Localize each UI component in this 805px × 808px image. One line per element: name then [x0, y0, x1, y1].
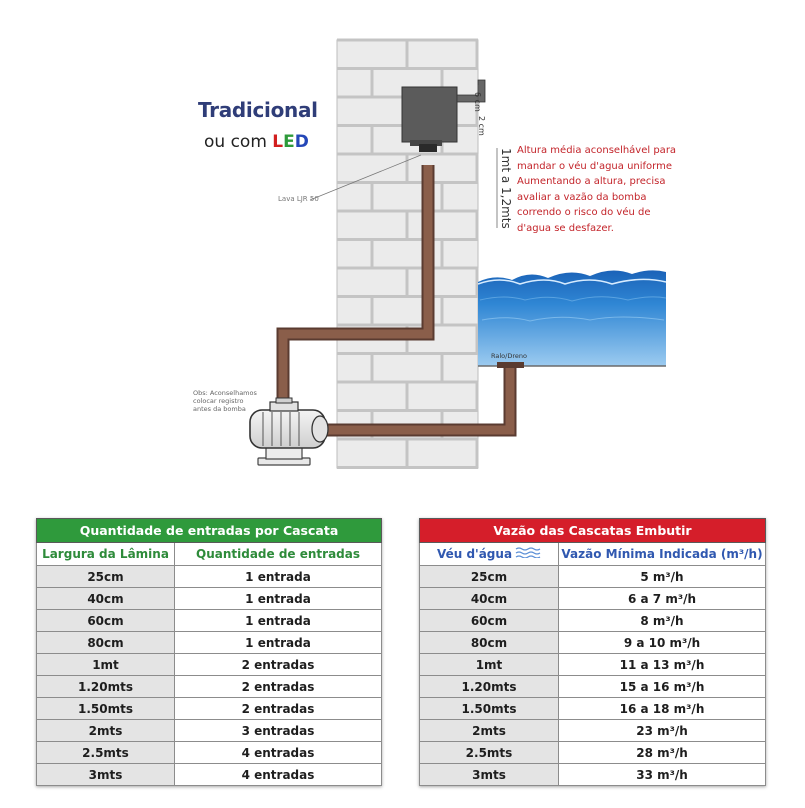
table-cell-value: 5 m³/h	[559, 566, 766, 588]
table-row	[420, 654, 766, 676]
cascade-flow-table	[419, 518, 766, 786]
diagram-title: Tradicional	[198, 98, 318, 122]
table-cell-size: 1.20mts	[37, 676, 175, 698]
table-cell-size: 1.50mts	[420, 698, 559, 720]
table-title: Quantidade de entradas por Cascata	[37, 519, 382, 543]
water-wave-icon	[515, 547, 541, 561]
table-cell-size: 80cm	[37, 632, 175, 654]
table-cell-value: 15 a 16 m³/h	[559, 676, 766, 698]
height-advice-note: Altura média aconselhável para mandar o véu d'agua uniforme Aumentando a altura, precisa avaliar a vazão da bomba correndo o risco do véu de d'agua se desfazer.	[517, 145, 677, 234]
table-cell-size: 25cm	[37, 566, 175, 588]
table-cell-size: 60cm	[37, 610, 175, 632]
column-header-veil-label: Véu d'água	[436, 546, 513, 561]
table-row	[420, 566, 766, 588]
table-row	[37, 698, 382, 720]
table-cell-size: 1.50mts	[37, 698, 175, 720]
obs-note: Obs: Aconselhamos colocar registro antes da bomba	[193, 389, 257, 413]
table-row	[37, 720, 382, 742]
table-row	[37, 632, 382, 654]
dimension-6cm: 6 cm	[473, 92, 482, 112]
column-header-entries: Quantidade de entradas	[175, 543, 382, 566]
table-cell-value: 2 entradas	[175, 698, 382, 720]
column-header-veil	[420, 543, 559, 566]
table-row	[420, 588, 766, 610]
table-row	[420, 720, 766, 742]
table-cell-size: 60cm	[420, 610, 559, 632]
height-range-label: 1mt a 1,2mts	[499, 148, 513, 229]
table-cell-size: 2.5mts	[37, 742, 175, 764]
table-cell-size: 40cm	[420, 588, 559, 610]
table-row	[37, 610, 382, 632]
column-header-flow: Vazão Mínima Indicada (m³/h)	[559, 543, 766, 566]
table-cell-size: 2.5mts	[420, 742, 559, 764]
table-cell-value: 6 a 7 m³/h	[559, 588, 766, 610]
table-row	[37, 742, 382, 764]
table-row	[37, 676, 382, 698]
table-row	[420, 676, 766, 698]
table-cell-value: 2 entradas	[175, 676, 382, 698]
table-row	[37, 654, 382, 676]
table-cell-value: 23 m³/h	[559, 720, 766, 742]
table-cell-size: 40cm	[37, 588, 175, 610]
table-row	[37, 764, 382, 786]
table-cell-value: 9 a 10 m³/h	[559, 632, 766, 654]
table-cell-value: 16 a 18 m³/h	[559, 698, 766, 720]
table-cell-size: 3mts	[37, 764, 175, 786]
table-cell-value: 28 m³/h	[559, 742, 766, 764]
table-row	[420, 698, 766, 720]
table-cell-value: 4 entradas	[175, 764, 382, 786]
table-cell-value: 1 entrada	[175, 588, 382, 610]
entries-per-cascade-table	[36, 518, 382, 786]
table-row	[420, 632, 766, 654]
table-row	[420, 610, 766, 632]
drain-label: Ralo/Dreno	[491, 352, 527, 360]
table-cell-size: 3mts	[420, 764, 559, 786]
table-cell-value: 3 entradas	[175, 720, 382, 742]
led-letter-d: D	[294, 132, 309, 152]
subtitle-prefix: ou com	[204, 132, 273, 152]
table-cell-size: 2mts	[420, 720, 559, 742]
table-cell-size: 2mts	[37, 720, 175, 742]
table-title: Vazão das Cascatas Embutir	[420, 519, 766, 543]
table-cell-value: 1 entrada	[175, 566, 382, 588]
table-cell-value: 2 entradas	[175, 654, 382, 676]
table-cell-value: 8 m³/h	[559, 610, 766, 632]
table-cell-size: 1mt	[420, 654, 559, 676]
table-cell-value: 11 a 13 m³/h	[559, 654, 766, 676]
table-cell-size: 1.20mts	[420, 676, 559, 698]
table-cell-value: 1 entrada	[175, 610, 382, 632]
table-cell-value: 33 m³/h	[559, 764, 766, 786]
led-letter-e: E	[283, 132, 295, 152]
table-cell-size: 25cm	[420, 566, 559, 588]
table-cell-value: 4 entradas	[175, 742, 382, 764]
table-cell-value: 1 entrada	[175, 632, 382, 654]
diagram-subtitle	[204, 132, 309, 152]
led-letter-l: L	[272, 132, 284, 152]
pump-model-label: Lava LJR 50	[278, 195, 319, 203]
drain-fitting	[497, 362, 524, 368]
table-row	[420, 764, 766, 786]
table-row	[37, 588, 382, 610]
table-cell-size: 80cm	[420, 632, 559, 654]
dimension-2cm: 2 cm	[477, 116, 486, 136]
table-row	[420, 742, 766, 764]
table-cell-size: 1mt	[37, 654, 175, 676]
column-header-width: Largura da Lâmina	[37, 543, 175, 566]
table-row	[37, 566, 382, 588]
